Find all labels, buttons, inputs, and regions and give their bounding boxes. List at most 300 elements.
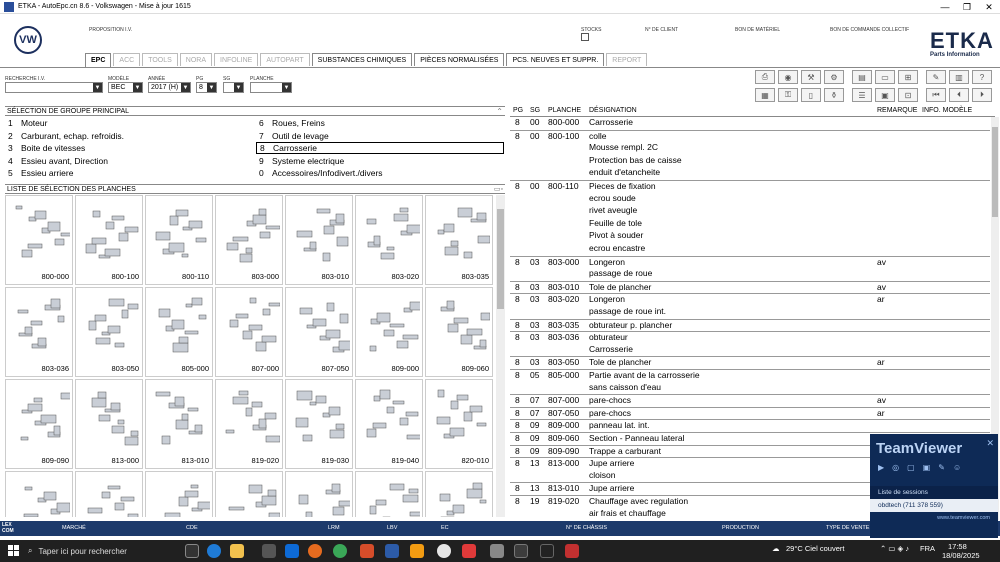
help-icon[interactable]: ?	[972, 70, 992, 84]
plate-thumbnail[interactable]	[145, 195, 213, 285]
plate-drawing	[360, 384, 420, 452]
chat-icon[interactable]: ▢	[907, 463, 915, 472]
plate-drawing	[80, 292, 140, 360]
cart-icon[interactable]: ⊞	[898, 70, 918, 84]
stocks-label: STOCKS	[581, 27, 602, 33]
table-row[interactable]	[510, 117, 990, 129]
tray-icons[interactable]: ⌃ ▭ ◈ ♪	[880, 544, 910, 553]
next-page-icon[interactable]: ⏵	[972, 88, 992, 102]
window-title: ETKA - AutoEpc.cn 8.6 - Volkswagen - Mise à jour 1615	[18, 3, 191, 10]
file-explorer-icon[interactable]	[230, 544, 244, 558]
table-row[interactable]	[510, 230, 990, 242]
plate-thumbnail[interactable]	[355, 287, 423, 377]
plate-thumbnail[interactable]	[5, 287, 73, 377]
iv-search-input[interactable]	[5, 82, 103, 93]
cell-pg: 8	[515, 395, 520, 406]
plate-thumbnail[interactable]	[425, 287, 493, 377]
chevron-down-icon[interactable]: ▼	[134, 84, 141, 91]
weather-text[interactable]: 29°C Ciel couvert	[786, 544, 845, 553]
plate-thumbnail[interactable]	[285, 379, 353, 469]
clock-time[interactable]: 17:58	[948, 542, 967, 551]
cell-plate: 803-036	[548, 332, 580, 343]
filter-sg	[223, 76, 244, 93]
table-row[interactable]	[510, 319, 990, 331]
app-icon-blue[interactable]	[385, 544, 399, 558]
cell-plate: 803-000	[548, 256, 580, 267]
vw-logo: VW	[14, 26, 42, 54]
client-number-label: N° DE CLIENT	[645, 27, 679, 33]
close-icon[interactable]: ✕	[986, 438, 994, 448]
status-market: MARCHÉ	[62, 525, 86, 531]
plate-drawing	[220, 200, 280, 268]
cell-remark: ar	[877, 407, 885, 418]
elsa-icon[interactable]: ▤	[852, 70, 872, 84]
cell-pg: 8	[515, 357, 520, 368]
cell-pg: 8	[515, 496, 520, 506]
cell-designation: Longeron	[589, 294, 625, 305]
group-item[interactable]	[8, 117, 47, 129]
plate-thumbnail[interactable]	[425, 471, 493, 517]
start-icon[interactable]	[8, 545, 19, 556]
parts-icon[interactable]: ⚙	[824, 70, 844, 84]
plate-drawing	[10, 292, 70, 360]
cell-sg: 05	[530, 370, 540, 380]
cell-plate: 813-010	[548, 483, 580, 494]
plate-code: 805-000	[181, 364, 209, 373]
group-label: Boite de vitesses	[21, 143, 86, 153]
plate-thumbnail[interactable]	[215, 195, 283, 285]
group-item[interactable]	[259, 117, 325, 129]
plate-code: 803-050	[111, 364, 139, 373]
app-icon-yellow[interactable]	[410, 544, 424, 558]
group-number: 8	[260, 143, 265, 153]
col-plate[interactable]: PLANCHE	[548, 107, 582, 114]
group-number: 7	[259, 131, 264, 141]
group-label: Carrosserie	[273, 143, 317, 153]
year-select[interactable]	[148, 82, 191, 93]
cell-sg: 00	[530, 117, 540, 127]
status-ec: EC	[441, 525, 449, 531]
cell-designation: enduit d'etancheite	[589, 167, 661, 178]
cell-designation: pare-chocs	[589, 407, 632, 418]
main-group-header	[5, 106, 505, 116]
plate-list-scrollbar[interactable]	[496, 195, 505, 517]
material-order-label: BON DE MATÉRIEL	[735, 27, 781, 33]
app-icon-dark[interactable]	[514, 544, 528, 558]
plate-select[interactable]	[250, 82, 292, 93]
tab-tools[interactable]: TOOLS	[142, 53, 178, 66]
plate-thumbnail[interactable]	[215, 379, 283, 469]
cell-designation: passage de roue int.	[589, 306, 667, 316]
cell-designation: Pieces de fixation	[589, 181, 656, 191]
chevron-down-icon[interactable]: ▼	[208, 84, 215, 91]
filter-plate-label: PLANCHE	[250, 76, 274, 82]
plate-thumbnail[interactable]	[5, 379, 73, 469]
plate-thumbnail[interactable]	[355, 379, 423, 469]
tab-nora[interactable]: NORA	[180, 53, 212, 66]
pin-icon[interactable]: ✎	[926, 70, 946, 84]
cell-plate: 803-050	[548, 357, 580, 368]
tab-divider	[0, 67, 1000, 68]
plate-code: 807-050	[321, 364, 349, 373]
table-row[interactable]	[510, 155, 990, 167]
list-icon[interactable]: ☰	[852, 88, 872, 102]
title-bar	[0, 0, 1000, 14]
cell-designation: Tole de plancher	[589, 281, 652, 292]
year-value: 2017 (H)	[151, 84, 179, 91]
cell-remark: av	[877, 256, 886, 267]
group-number: 4	[8, 156, 13, 166]
tab-normalized-parts[interactable]: PIÈCES NORMALISÉES	[414, 53, 504, 66]
table-row[interactable]	[510, 419, 990, 431]
cell-designation: Carrosserie	[589, 343, 633, 354]
etka-logo	[930, 30, 994, 58]
table-row[interactable]	[510, 281, 990, 293]
pg-select[interactable]	[196, 82, 217, 93]
col-model-info[interactable]: INFO. MODÈLE	[922, 107, 973, 114]
cell-sg: 09	[530, 445, 540, 456]
status-bar	[0, 521, 1000, 536]
outlook-icon[interactable]	[285, 544, 299, 558]
chevron-down-icon[interactable]: ▼	[94, 84, 101, 91]
group-item[interactable]	[8, 167, 73, 179]
col-remark[interactable]: REMARQUE	[877, 107, 918, 114]
table-row[interactable]	[510, 268, 990, 280]
group-item[interactable]	[259, 130, 329, 142]
plate-drawing	[220, 476, 280, 517]
image-icon[interactable]: ▣	[875, 88, 895, 102]
etka-brand: ETKA	[930, 28, 994, 53]
plate-thumbnail[interactable]	[75, 471, 143, 517]
tab-autopart[interactable]: AUTOPART	[260, 53, 309, 66]
plate-drawing	[430, 292, 490, 360]
stocks-checkbox[interactable]	[581, 33, 589, 41]
plate-drawing	[360, 200, 420, 268]
session-item[interactable]: obdtech (711 378 559)	[870, 499, 998, 512]
firefox-icon[interactable]	[308, 544, 322, 558]
tab-new-removed-parts[interactable]: PCS. NEUVES ET SUPPR.	[506, 53, 604, 66]
app-icon	[4, 2, 14, 12]
task-view-icon[interactable]	[185, 544, 199, 558]
header	[0, 14, 1000, 58]
table-row[interactable]	[510, 356, 990, 368]
etka-taskbar-icon[interactable]	[565, 544, 579, 558]
group-item[interactable]	[8, 155, 108, 167]
close-button[interactable]: ✕	[985, 1, 993, 12]
group-number: 0	[259, 168, 264, 178]
filter-year	[148, 76, 191, 93]
cell-sg: 03	[530, 332, 540, 343]
chevron-down-icon[interactable]: ▼	[235, 84, 242, 91]
plate-drawing	[290, 384, 350, 452]
table-row[interactable]	[510, 130, 990, 142]
headset-icon[interactable]: ◎	[892, 463, 900, 472]
etka-brand-sub: Parts Information	[930, 52, 980, 58]
plate-drawing	[150, 384, 210, 452]
group-number: 6	[259, 118, 264, 128]
cell-plate: 813-000	[548, 458, 580, 469]
plate-drawing	[80, 476, 140, 517]
group-number: 3	[8, 143, 13, 153]
plate-drawing	[80, 200, 140, 268]
cell-designation: Protection bas de caisse	[589, 154, 682, 165]
plate-code: 803-000	[251, 272, 279, 281]
plate-drawing	[290, 476, 350, 517]
cell-designation: passage de roue	[589, 268, 653, 279]
cell-designation: Carrosserie	[589, 117, 633, 127]
cell-designation: air frais et chauffage	[589, 507, 666, 518]
cell-sg: 00	[530, 181, 540, 191]
people-icon[interactable]: ☺	[952, 463, 962, 472]
table-row[interactable]	[510, 382, 990, 394]
table-row[interactable]	[510, 205, 990, 217]
weather-icon[interactable]: ☁	[772, 544, 780, 553]
plate-code: 800-110	[182, 272, 209, 281]
plate-thumbnail[interactable]	[425, 195, 493, 285]
group-label: Carburant, echap. refroidis.	[21, 131, 124, 141]
table-row[interactable]	[510, 142, 990, 154]
plate-thumbnail[interactable]	[145, 287, 213, 377]
cell-designation: ecrou encastre	[589, 243, 646, 253]
model-select[interactable]	[108, 82, 143, 93]
order-icon[interactable]: ▭	[875, 70, 895, 84]
screen-icon[interactable]: ▣	[922, 463, 931, 472]
cell-designation: Mousse rempl. 2C	[589, 142, 658, 153]
cell-designation: Jupe arriere	[589, 458, 635, 469]
status-cde: CDE	[186, 525, 198, 531]
chevron-down-icon[interactable]: ▼	[182, 84, 189, 91]
cell-designation: panneau lat. int.	[589, 420, 650, 431]
scrollbar-thumb[interactable]	[497, 209, 504, 309]
print-icon[interactable]: ⎙	[755, 70, 775, 84]
notes-icon[interactable]: ▥	[949, 70, 969, 84]
plate-code: 803-020	[391, 272, 419, 281]
taskbar-search[interactable]	[28, 543, 178, 559]
cell-pg: 8	[515, 181, 520, 191]
cell-designation: colle	[589, 130, 607, 141]
table-row[interactable]	[510, 369, 990, 381]
first-page-icon[interactable]: ⏮	[926, 88, 946, 102]
plate-drawing	[80, 384, 140, 452]
taskbar	[0, 540, 1000, 562]
plate-thumbnail[interactable]	[5, 471, 73, 517]
filter-iv-search	[5, 76, 103, 93]
plate-code: 803-036	[41, 364, 69, 373]
cell-designation: Pivot à souder	[589, 230, 644, 241]
cell-plate: 800-110	[548, 181, 579, 191]
plate-thumbnail[interactable]	[145, 379, 213, 469]
plate-thumbnail[interactable]	[285, 287, 353, 377]
table-row[interactable]	[510, 306, 990, 318]
scrollbar-thumb[interactable]	[992, 127, 998, 217]
cell-designation: obturateur	[589, 332, 628, 343]
status-lbv: LBV	[387, 525, 398, 531]
cell-plate: 809-090	[548, 445, 580, 456]
plate-code: 819-030	[321, 456, 349, 465]
main-group-list	[5, 117, 505, 181]
plate-drawing	[220, 384, 280, 452]
plate-drawing	[430, 384, 490, 452]
plate-thumbnail[interactable]	[425, 379, 493, 469]
teamviewer-tools	[870, 463, 998, 472]
app-icon-gray[interactable]	[490, 544, 504, 558]
session-section[interactable]: Liste de sessions	[870, 486, 998, 499]
sg-select[interactable]	[223, 82, 244, 93]
filter-model-label: MODÈLE	[108, 76, 130, 82]
lexcom-badge: LEX COM	[2, 522, 14, 534]
cell-pg: 8	[515, 370, 520, 380]
plate-thumbnail[interactable]	[215, 471, 283, 517]
main-group-title: SÉLECTION DE GROUPE PRINCIPAL	[7, 107, 130, 115]
group-number: 1	[8, 118, 13, 128]
cell-sg: 00	[530, 130, 540, 141]
car-search-icon[interactable]: ◉	[778, 70, 798, 84]
cell-plate: 803-010	[548, 281, 580, 292]
cell-designation: cloison	[589, 469, 616, 480]
cell-pg: 8	[515, 445, 520, 456]
table-row[interactable]	[510, 293, 990, 305]
chevron-down-icon[interactable]: ▼	[283, 84, 290, 91]
app-icon-orange[interactable]	[360, 544, 374, 558]
collective-order-label: BON DE COMMANDE COLLECTIF	[830, 27, 910, 33]
key-icon[interactable]: ⚿	[778, 88, 798, 102]
cell-designation: Tole de plancher	[589, 357, 652, 368]
cell-designation: Chauffage avec regulation	[589, 496, 689, 506]
plate-thumbnail[interactable]	[145, 471, 213, 517]
app-icon-white[interactable]	[437, 544, 451, 558]
plate-code: 809-000	[391, 364, 419, 373]
group-item[interactable]	[8, 130, 124, 142]
cell-remark: ar	[877, 294, 885, 305]
cell-sg: 07	[530, 407, 540, 418]
basket-icon[interactable]: ⊡	[898, 88, 918, 102]
plate-list-title: LISTE DE SÉLECTION DES PLANCHES	[7, 185, 136, 193]
group-number: 5	[8, 168, 13, 178]
cell-sg: 03	[530, 319, 540, 330]
cell-designation: rivet aveugle	[589, 205, 638, 216]
tab-substances[interactable]: SUBSTANCES CHIMIQUES	[312, 53, 413, 66]
cell-designation: Partie avant de la carrosserie	[589, 370, 700, 380]
plate-drawing	[220, 292, 280, 360]
collapse-icon[interactable]: ⌃	[496, 107, 503, 116]
plate-drawing	[360, 476, 420, 517]
bottle-icon[interactable]: ⚱	[824, 88, 844, 102]
filter-pg-label: PG	[196, 76, 204, 82]
document-icon[interactable]: ▯	[801, 88, 821, 102]
table-row[interactable]	[510, 394, 990, 406]
plate-code: 807-000	[251, 364, 279, 373]
table-row[interactable]	[510, 180, 990, 192]
youtube-icon[interactable]	[462, 544, 476, 558]
group-label: Roues, Freins	[272, 118, 325, 128]
plate-thumbnail[interactable]	[5, 195, 73, 285]
col-designation[interactable]: DÉSIGNATION	[589, 107, 637, 114]
cell-pg: 8	[515, 117, 520, 127]
search-placeholder: Taper ici pour rechercher	[38, 546, 127, 556]
app-icon-terminal[interactable]	[540, 544, 554, 558]
plate-code: 809-060	[461, 364, 489, 373]
filter-iv-label: RECHERCHE I.V.	[5, 76, 46, 82]
plate-thumbnail[interactable]	[215, 287, 283, 377]
table-row[interactable]	[510, 344, 990, 356]
col-pg[interactable]: PG	[513, 107, 524, 114]
group-item-selected[interactable]	[256, 142, 504, 154]
plate-thumbnail[interactable]	[75, 379, 143, 469]
tab-report[interactable]: REPORT	[606, 53, 647, 66]
parts-table-header	[510, 105, 995, 117]
tools-icon[interactable]: ⚒	[801, 70, 821, 84]
plate-drawing	[150, 292, 210, 360]
plate-code: 820-010	[461, 456, 489, 465]
table-row[interactable]	[510, 407, 990, 419]
cell-designation: Trappe a carburant	[589, 445, 661, 456]
plate-code: 803-035	[461, 272, 489, 281]
camera-icon[interactable]: ▶	[878, 463, 885, 472]
plate-thumbnail[interactable]	[285, 471, 353, 517]
table-row[interactable]	[510, 256, 990, 268]
cell-plate: 809-000	[548, 420, 580, 431]
plate-thumbnail[interactable]	[75, 195, 143, 285]
table-row[interactable]	[510, 331, 990, 343]
cell-designation: Section - Panneau lateral	[589, 433, 685, 443]
plate-thumbnail[interactable]	[75, 287, 143, 377]
previous-page-icon[interactable]: ⏴	[949, 88, 969, 102]
group-label: Essieu arriere	[21, 168, 74, 178]
cell-sg: 09	[530, 420, 540, 431]
cell-designation: Longeron	[589, 256, 625, 267]
table-row[interactable]	[510, 243, 990, 255]
table-row[interactable]	[510, 193, 990, 205]
plate-code: 813-000	[111, 456, 139, 465]
tab-epc[interactable]: EPC	[85, 53, 111, 67]
language-indicator[interactable]: FRA	[920, 544, 935, 553]
keyboard-icon[interactable]: ▦	[755, 88, 775, 102]
group-item[interactable]	[259, 155, 344, 167]
tab-acc[interactable]: ACC	[113, 53, 140, 66]
plate-thumbnail[interactable]	[285, 195, 353, 285]
store-icon[interactable]	[262, 544, 276, 558]
table-row[interactable]	[510, 167, 990, 179]
plate-code: 813-010	[181, 456, 209, 465]
tab-infoline[interactable]: INFOLINE	[214, 53, 258, 66]
minimize-button[interactable]: —	[940, 2, 950, 12]
cell-plate: 805-000	[548, 370, 580, 380]
cell-sg: 19	[530, 496, 540, 506]
session-list	[870, 486, 998, 524]
cell-sg: 13	[530, 458, 540, 469]
group-item[interactable]	[8, 142, 85, 154]
table-row[interactable]	[510, 218, 990, 230]
cell-pg: 8	[515, 130, 520, 141]
settings-icon[interactable]: ✎	[938, 463, 945, 472]
plate-thumbnail-grid	[5, 195, 495, 517]
plate-drawing	[10, 476, 70, 517]
col-sg[interactable]: SG	[530, 107, 541, 114]
plate-drawing	[150, 476, 210, 517]
group-number: 2	[8, 131, 13, 141]
view-toggle-icon[interactable]: ▭▫	[493, 186, 503, 193]
group-label: Essieu avant, Direction	[21, 156, 108, 166]
maximize-button[interactable]: ❐	[962, 1, 972, 12]
clock-date[interactable]: 18/08/2025	[942, 551, 980, 560]
chrome-icon[interactable]	[333, 544, 347, 558]
edge-icon[interactable]	[207, 544, 221, 558]
group-item[interactable]	[259, 167, 383, 179]
plate-thumbnail[interactable]	[355, 195, 423, 285]
group-number: 9	[259, 156, 264, 166]
plate-thumbnail[interactable]	[355, 471, 423, 517]
cell-sg: 07	[530, 395, 540, 406]
